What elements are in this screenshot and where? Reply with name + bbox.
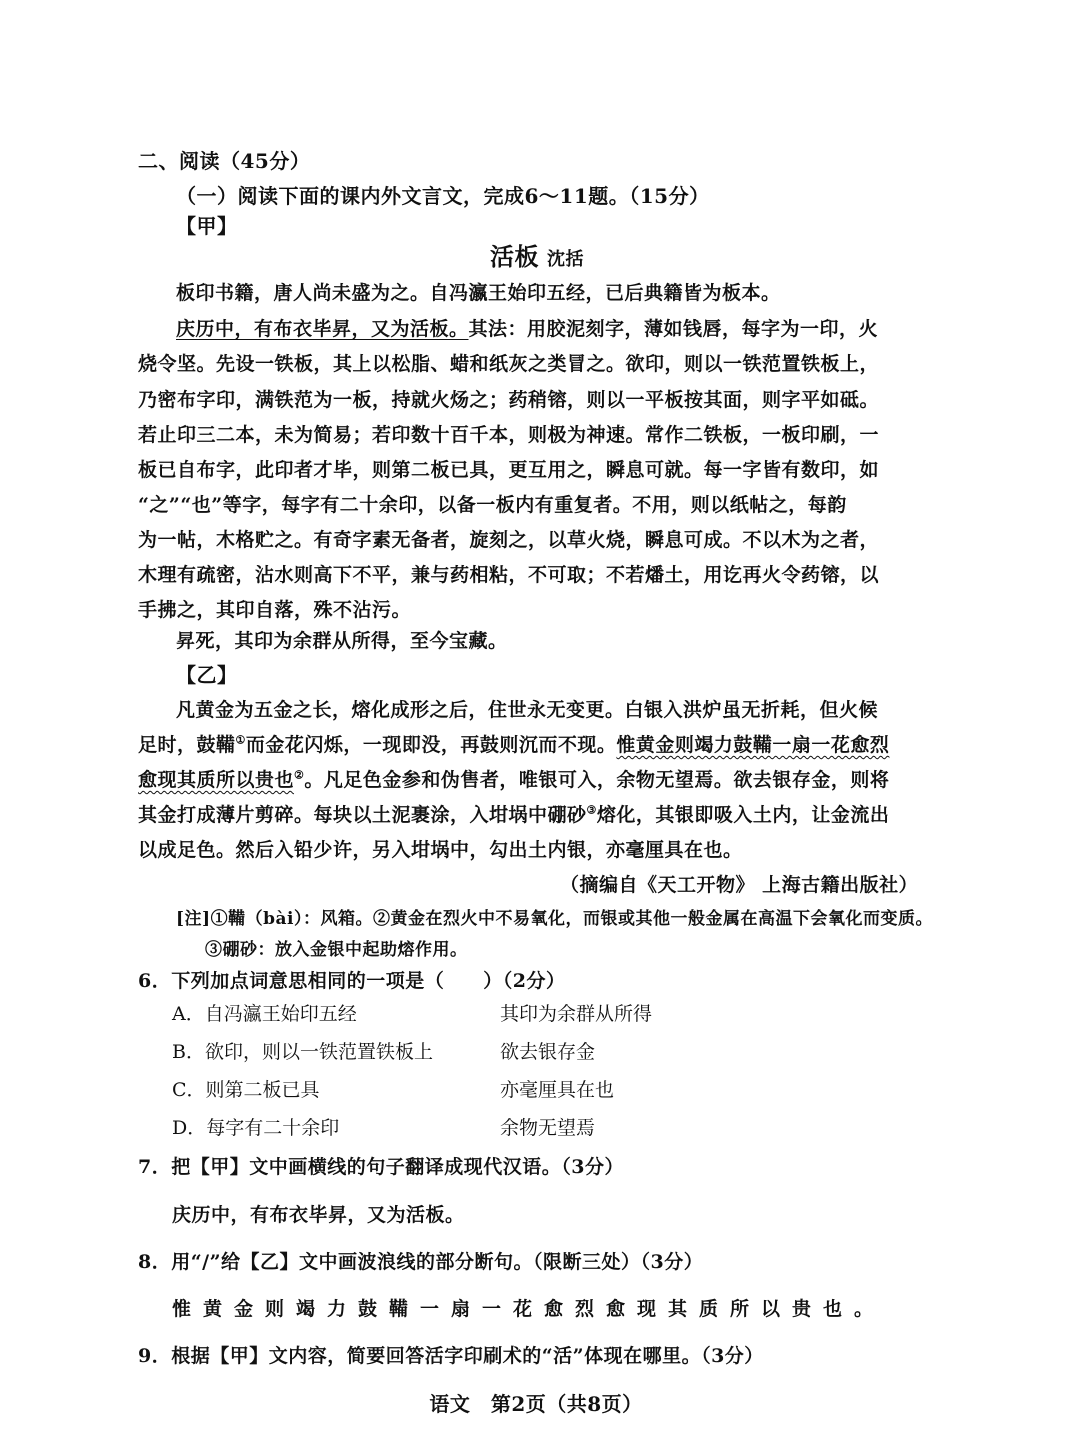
passage-a-paragraph-2-line-7: 为一帖，木格贮之。有奇字素无备者，旋刻之，以草火烧，瞬息可成。不以木为之者，: [138, 529, 880, 551]
passage-a-tag: 【甲】: [176, 214, 238, 238]
passage-b-line-2: [138, 732, 938, 758]
passage-b-l4-b: 熔化，其银即吸入土内，让金流出: [596, 804, 890, 826]
question-6: 6．下列加点词意思相同的一项是（ ）（2分）: [138, 970, 566, 992]
option-b-right: 欲去银存金: [500, 1041, 596, 1063]
underlined-sentence: 庆历中，有布衣毕昇，又为活板。: [176, 318, 469, 340]
footnote-2: ③硼砂：放入金银中起助熔作用。: [205, 940, 468, 960]
passage-a-paragraph-3: 昇死，其印为余群从所得，至今宝藏。: [176, 630, 508, 652]
sub-section-title: （一）阅读下面的课内外文言文，完成6～11题。（15分）: [176, 184, 710, 208]
passage-b-tag: 【乙】: [176, 663, 238, 687]
passage-b-l3-rest: 。凡足色金参和伪售者，唯银可入，余物无望焉。欲去银存金，则将: [304, 769, 890, 791]
passage-a-title-text: 活板: [490, 242, 539, 271]
wavy-sentence-part-2: 愈现其质所以贵也: [138, 769, 295, 791]
passage-a-paragraph-2-line-3: 乃密布字印，满铁范为一板，持就火炀之；药稍镕，则以一平板按其面，则字平如砥。: [138, 389, 880, 411]
passage-b-line-1: 凡黄金为五金之长，熔化成形之后，住世永无变更。白银入洪炉虽无折耗，但火候: [176, 699, 879, 721]
option-c-right: 亦毫厘具在也: [500, 1079, 615, 1101]
passage-b-l2-a: 足时，鼓鞴: [138, 734, 236, 756]
note-marker-2: ②: [294, 768, 305, 782]
option-b-left: B．欲印，则以一铁范置铁板上: [172, 1041, 433, 1063]
passage-a-p2-rest: 其法：用胶泥刻字，薄如钱唇，每字为一印，火: [468, 318, 879, 340]
passage-b-source: （摘编自《天工开物》 上海古籍出版社）: [560, 874, 919, 896]
section-title: 二、阅读（45分）: [138, 149, 311, 173]
passage-a-title: [490, 244, 584, 273]
passage-a-paragraph-1: 板印书籍，唐人尚未盛为之。自冯瀛王始印五经，已后典籍皆为板本。: [176, 282, 781, 304]
passage-b-line-4: [138, 802, 938, 828]
passage-b-line-3: [138, 767, 938, 793]
question-7-sentence: 庆历中，有布衣毕昇，又为活板。: [172, 1204, 465, 1226]
note-marker-3: ③: [586, 803, 597, 817]
passage-a-paragraph-2-line-9: 手拂之，其印自落，殊不沾污。: [138, 599, 412, 621]
note-marker-1: ①: [235, 733, 246, 747]
passage-b-line-5: 以成足色。然后入铅少许，另入坩埚中，勾出土内银，亦毫厘具在也。: [138, 839, 743, 861]
passage-b-l4-a: 其金打成薄片剪碎。每块以土泥裹涂，入坩埚中硼砂: [138, 804, 587, 826]
option-d-right: 余物无望焉: [500, 1117, 596, 1139]
question-8-sentence: 惟黄金则竭力鼓鞴一扇一花愈烈愈现其质所以贵也。: [172, 1298, 886, 1320]
passage-a-paragraph-2-line-1: [176, 316, 976, 342]
passage-a-paragraph-2-line-2: 烧令坚。先设一铁板，其上以松脂、蜡和纸灰之类冒之。欲印，则以一铁范置铁板上，: [138, 353, 880, 375]
option-c-left: C．则第二板已具: [172, 1079, 320, 1101]
question-7: 7．把【甲】文中画横线的句子翻译成现代汉语。（3分）: [138, 1156, 624, 1178]
wavy-sentence-part-1: 惟黄金则竭力鼓鞴一扇一花愈烈: [616, 734, 890, 756]
page-footer: 语文 第2页（共8页）: [429, 1392, 643, 1416]
passage-a-paragraph-2-line-6: “之”“也”等字，每字有二十余印，以备一板内有重复者。不用，则以纸帖之，每韵: [138, 494, 847, 516]
option-a-left: A．自冯瀛王始印五经: [172, 1003, 357, 1025]
question-9: 9．根据【甲】文内容，简要回答活字印刷术的“活”体现在哪里。（3分）: [138, 1345, 764, 1367]
passage-a-paragraph-2-line-8: 木理有疏密，沾水则高下不平，兼与药相粘，不可取；不若燔土，用讫再火令药镕，以: [138, 564, 880, 586]
question-8: 8．用“/”给【乙】文中画波浪线的部分断句。（限断三处）（3分）: [138, 1251, 704, 1273]
passage-a-paragraph-2-line-4: 若止印三二本，未为简易；若印数十百千本，则极为神速。常作二铁板，一板印刷，一: [138, 424, 880, 446]
footnote-1: [注]①鞴（bài）：风箱。②黄金在烈火中不易氧化，而银或其他一般金属在高温下会氧化而变质。: [176, 909, 933, 929]
passage-b-l2-b: 而金花闪烁，一现即没，再鼓则沉而不现。: [245, 734, 617, 756]
passage-a-author: 沈括: [547, 249, 584, 270]
passage-a-paragraph-2-line-5: 板已自布字，此印者才毕，则第二板已具，更互用之，瞬息可就。每一字皆有数印，如: [138, 459, 880, 481]
option-a-right: 其印为余群从所得: [500, 1003, 653, 1025]
option-d-left: D．每字有二十余印: [172, 1117, 340, 1139]
